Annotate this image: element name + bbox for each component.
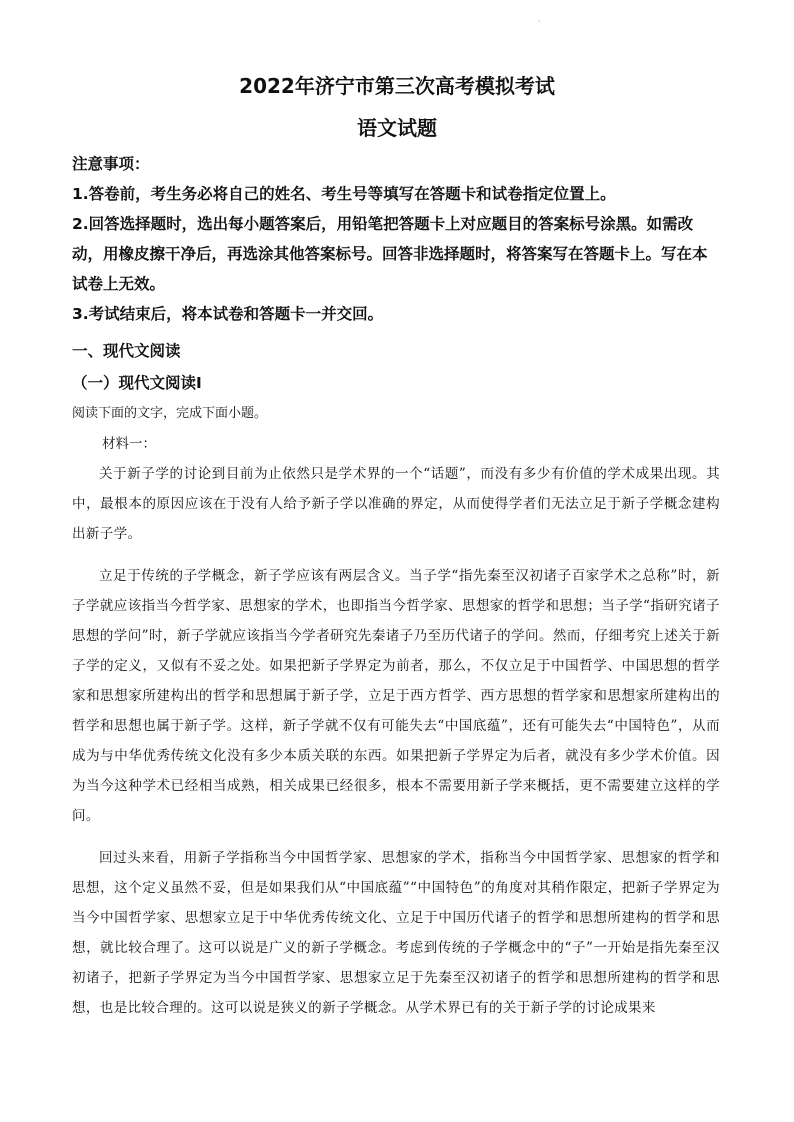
page-subtitle: 语文试题: [357, 116, 437, 140]
notice-item-2: 2.回答选择题时，选出每小题答案后，用铅笔把答题卡上对应题目的答案标号涂黑。如需改动，用橡皮擦干净后，再选涂其他答案标号。回答非选择题时，将答案写在答题卡上。写在本试卷上无效。: [72, 215, 708, 293]
material-body: [72, 459, 720, 1035]
subsection-heading: （一）现代文阅读Ⅰ: [72, 374, 202, 392]
notice-item-1: 1.答卷前，考生务必将自己的姓名、考生号等填写在答题卡和试卷指定位置上。: [72, 185, 616, 203]
reading-instruction: 阅读下面的文字，完成下面小题。: [72, 406, 268, 421]
scan-mark: ·: [538, 17, 541, 26]
material-label: 材料一：: [102, 436, 156, 452]
paragraph-3: 回过头来看，用新子学指称当今中国哲学家、思想家的学术，指称当今中国哲学家、思想家的哲学和思想，这个定义虽然不妥，但是如果我们从“中国底蕴”“中国特色”的角度对其稍作限定，把新子学界定为当今中国哲学家、思想家立足于中华优秀传统文化、立足于中国历代诸子的哲学和思想所建构的哲学和思想，就比较合理了。这可以说是广义的新子学概念。考虑到传统的子学概念中的“子”一开始是指先秦至汉初诸子，把新子学界定为当今中国哲学家、思想家立足于先秦至汉初诸子的哲学和思想所建构的哲学和思想，也是比较合理的。这可以说是狭义的新子学概念。从学术界已有的关于新子学的讨论成果来: [72, 850, 720, 1016]
paragraph-1: 关于新子学的讨论到目前为止依然只是学术界的一个“话题”，而没有多少有价值的学术成果出现。其中，最根本的原因应该在于没有人给予新子学以准确的界定，从而使得学者们无法立足于新子学概念建构出新子学。: [72, 466, 720, 542]
notice-item-3: 3.考试结束后，将本试卷和答题卡一并交回。: [72, 305, 384, 323]
paragraph-2: 立足于传统的子学概念，新子学应该有两层含义。当子学“指先秦至汉初诸子百家学术之总称”时，新子学就应该指当今哲学家、思想家的学术，也即指当今哲学家、思想家的哲学和思想；当子学“指研究诸子思想的学问”时，新子学就应该指当今学者研究先秦诸子乃至历代诸子的学问。然而，仔细考究上述关于新子学的定义，又似有不妥之处。如果把新子学界定为前者，那么，不仅立足于中国哲学、中国思想的哲学家和思想家所建构出的哲学和思想属于新子学，立足于西方哲学、西方思想的哲学家和思想家所建构出的哲学和思想也属于新子学。这样，新子学就不仅有可能失去“中国底蕴”，还有可能失去“中国特色”，从而成为与中华优秀传统文化没有多少本质关联的东西。如果把新子学界定为后者，就没有多少学术价值。因为当今这种学术已经相当成熟，相关成果已经很多，根本不需要用新子学来概括，更不需要建立这样的学问。: [72, 568, 720, 824]
page-title: 2022年济宁市第三次高考模拟考试: [239, 74, 555, 98]
section-heading: 一、现代文阅读: [72, 342, 181, 360]
notice-heading: 注意事项：: [72, 155, 150, 173]
notice-block: [72, 149, 722, 329]
